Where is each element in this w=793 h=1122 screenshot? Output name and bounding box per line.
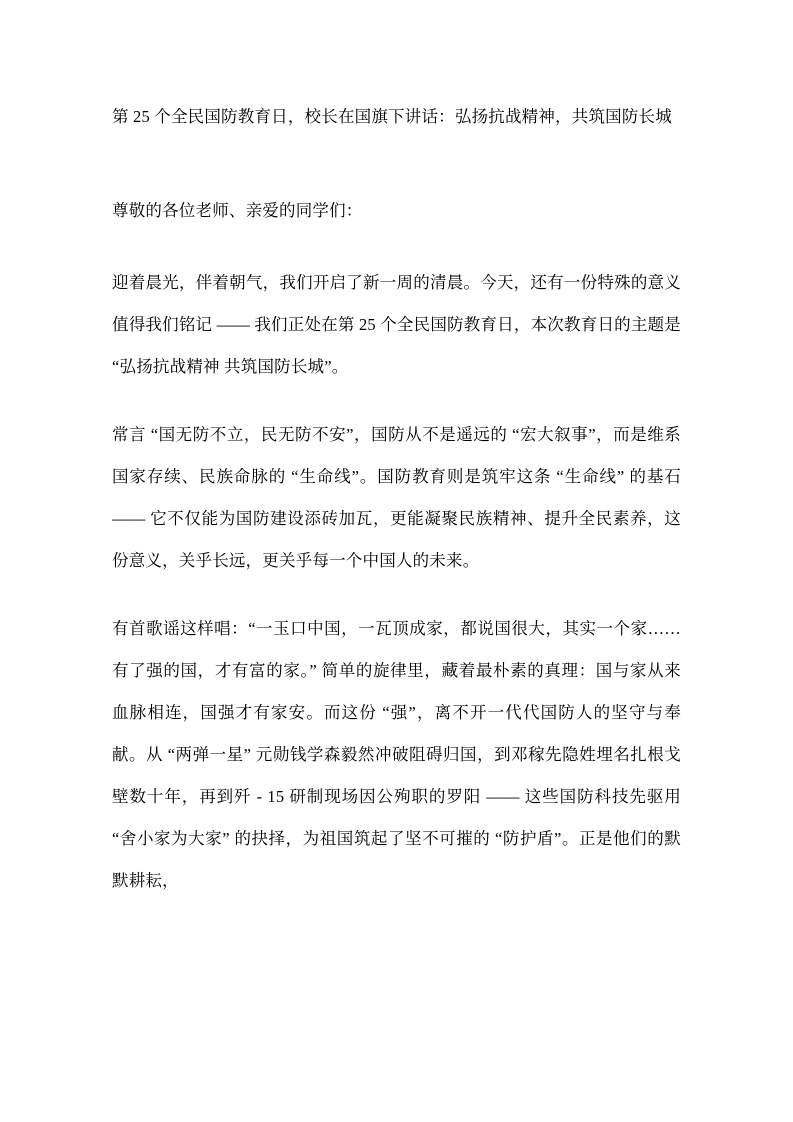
salutation-paragraph: 尊敬的各位老师、亲爱的同学们：	[112, 201, 363, 220]
body-paragraph-1: 迎着晨光，伴着朝气，我们开启了新一周的清晨。今天，还有一份特殊的意义值得我们铭记 —— 我们正处在第 25 个全民国防教育日，本次教育日的主题是 “弘扬抗战精神 共筑国防长城”。	[112, 273, 681, 376]
document-title: 第 25 个全民国防教育日，校长在国旗下讲话：弘扬抗战精神，共筑国防长城	[112, 107, 672, 126]
body-paragraph-2: 常言 “国无防不立，民无防不安”，国防从不是遥远的 “宏大叙事”，而是维系国家存续、民族命脉的 “生命线”。国防教育则是筑牢这条 “生命线” 的基石 —— 它不仅能为国防建设添砖加瓦，更能凝聚民族精神、提升全民素养，这份意义，关乎长远，更关乎每一个中国人的未来。	[112, 425, 681, 570]
body-paragraph-3: 有首歌谣这样唱：“一玉口中国，一瓦顶成家，都说国很大，其实一个家…… 有了强的国，才有富的家。” 简单的旋律里，藏着最朴素的真理：国与家从来血脉相连，国强才有家安。而这份 “强”，离不开一代代国防人的坚守与奉献。从 “两弹一星” 元勋钱学森毅然冲破阻碍归国，到邓稼先隐姓埋名扎根戈壁数十年，再到歼 - 15 研制现场因公殉职的罗阳 —— 这些国防科技先驱用 “舍小家为大家” 的抉择，为祖国筑起了坚不可摧的 “防护盾”。正是他们的默默耕耘，	[112, 619, 681, 890]
document-body	[112, 96, 681, 902]
